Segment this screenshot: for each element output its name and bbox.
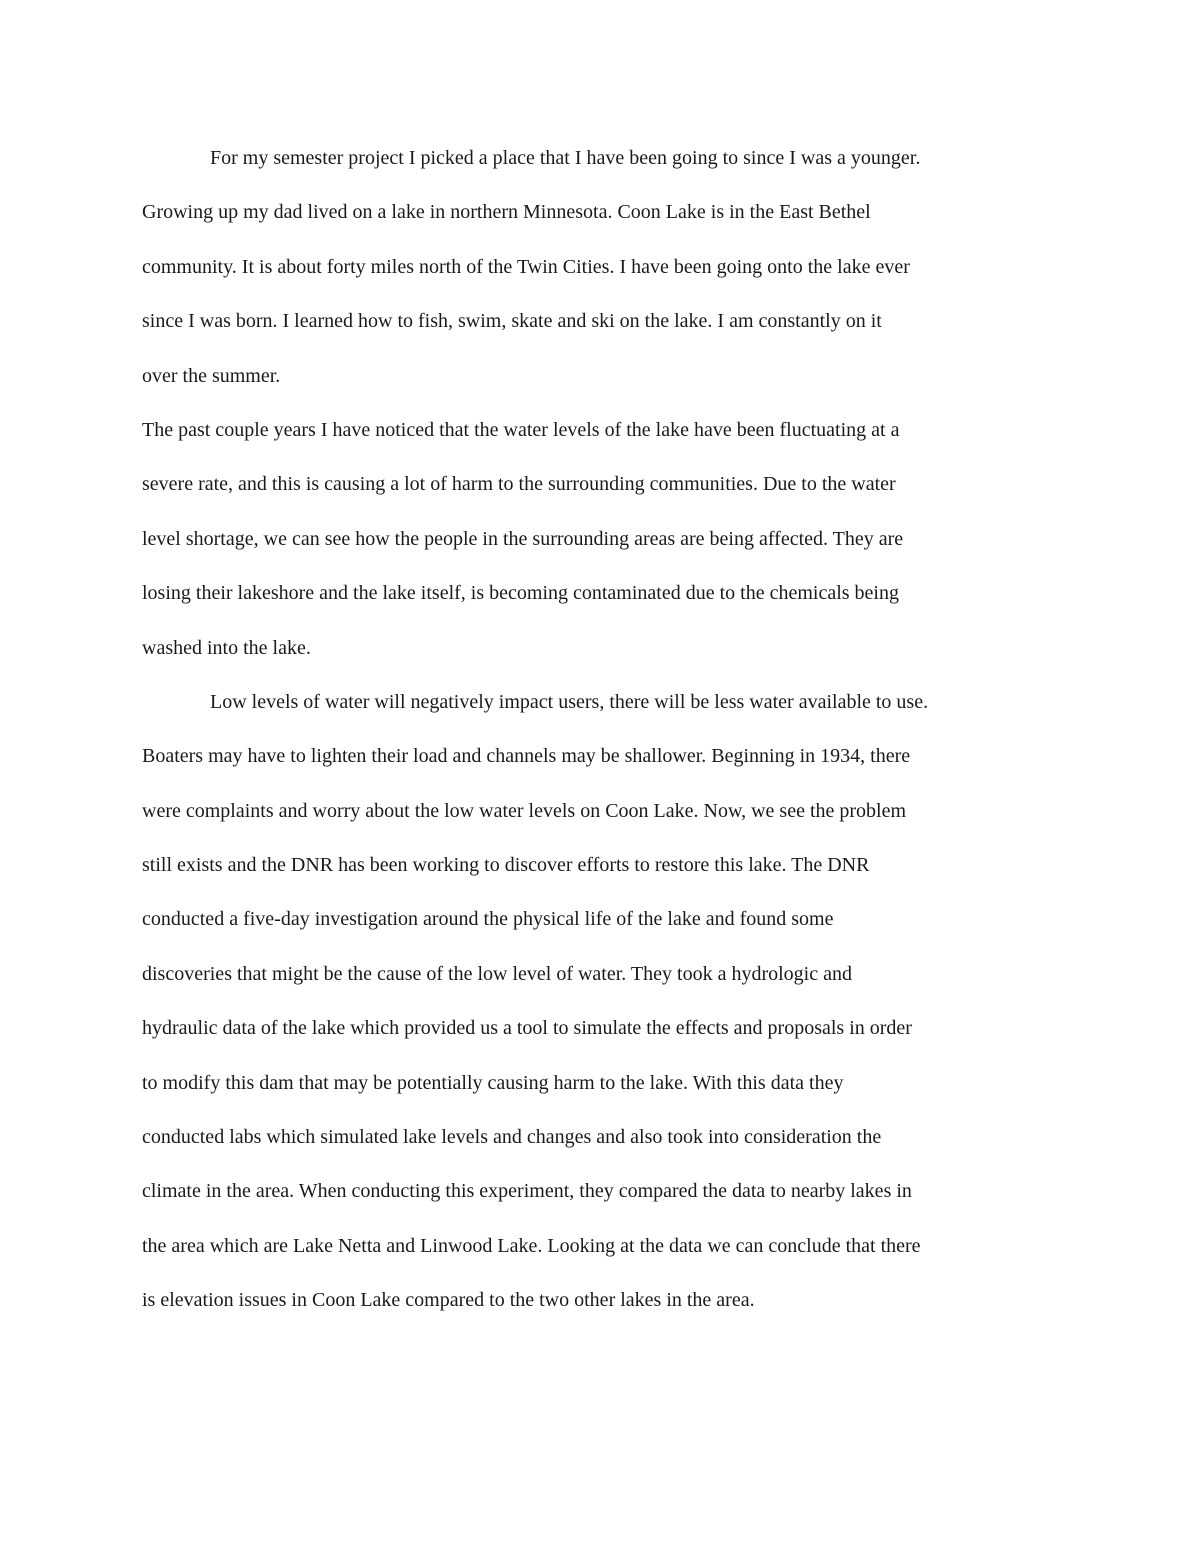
- paragraph-3-line-6: discoveries that might be the cause of the low level of water. They took a hydrologic and: [142, 962, 852, 985]
- paragraph-3-line-7: hydraulic data of the lake which provided us a tool to simulate the effects and proposals in order: [142, 1017, 912, 1040]
- paragraph-3-line-1: Low levels of water will negatively impact users, there will be less water available to use.: [210, 690, 929, 713]
- paragraph-2-line-3: level shortage, we can see how the people in the surrounding areas are being affected. They are: [142, 527, 904, 550]
- paragraph-1-line-5: over the summer.: [142, 364, 281, 387]
- paragraph-2-line-1: The past couple years I have noticed that the water levels of the lake have been fluctuating at a: [142, 418, 900, 441]
- paragraph-2-line-2: severe rate, and this is causing a lot of harm to the surrounding communities. Due to the water: [142, 473, 896, 496]
- paragraph-3-line-2: Boaters may have to lighten their load and channels may be shallower. Beginning in 1934, there: [142, 745, 911, 768]
- paragraph-3-line-10: climate in the area. When conducting this experiment, they compared the data to nearby lakes in: [142, 1180, 912, 1203]
- paragraph-3-line-11: the area which are Lake Netta and Linwood Lake. Looking at the data we can conclude that there: [142, 1234, 921, 1257]
- paragraph-3-line-8: to modify this dam that may be potentially causing harm to the lake. With this data they: [142, 1071, 844, 1094]
- paragraph-3-line-3: were complaints and worry about the low water levels on Coon Lake. Now, we see the problem: [142, 799, 907, 822]
- paragraph-3-line-4: still exists and the DNR has been working to discover efforts to restore this lake. The DNR: [142, 854, 870, 877]
- paragraph-1-line-1: For my semester project I picked a place that I have been going to since I was a younger.: [210, 147, 921, 169]
- paragraph-3-line-9: conducted labs which simulated lake levels and changes and also took into consideration the: [142, 1126, 882, 1149]
- paragraph-1-line-2: Growing up my dad lived on a lake in northern Minnesota. Coon Lake is in the East Bethel: [142, 201, 871, 224]
- paragraph-1-line-4: since I was born. I learned how to fish, swim, skate and ski on the lake. I am constantly on it: [142, 310, 882, 333]
- paragraph-1-line-3: community. It is about forty miles north of the Twin Cities. I have been going onto the lake ever: [142, 255, 910, 278]
- paragraph-2-line-5: washed into the lake.: [142, 636, 311, 659]
- paragraph-2-line-4: losing their lakeshore and the lake itself, is becoming contaminated due to the chemicals being: [142, 582, 899, 605]
- document-body: [142, 131, 1082, 1328]
- paragraph-3-line-5: conducted a five-day investigation around the physical life of the lake and found some: [142, 908, 834, 931]
- paragraph-3-line-12: is elevation issues in Coon Lake compared to the two other lakes in the area.: [142, 1289, 755, 1312]
